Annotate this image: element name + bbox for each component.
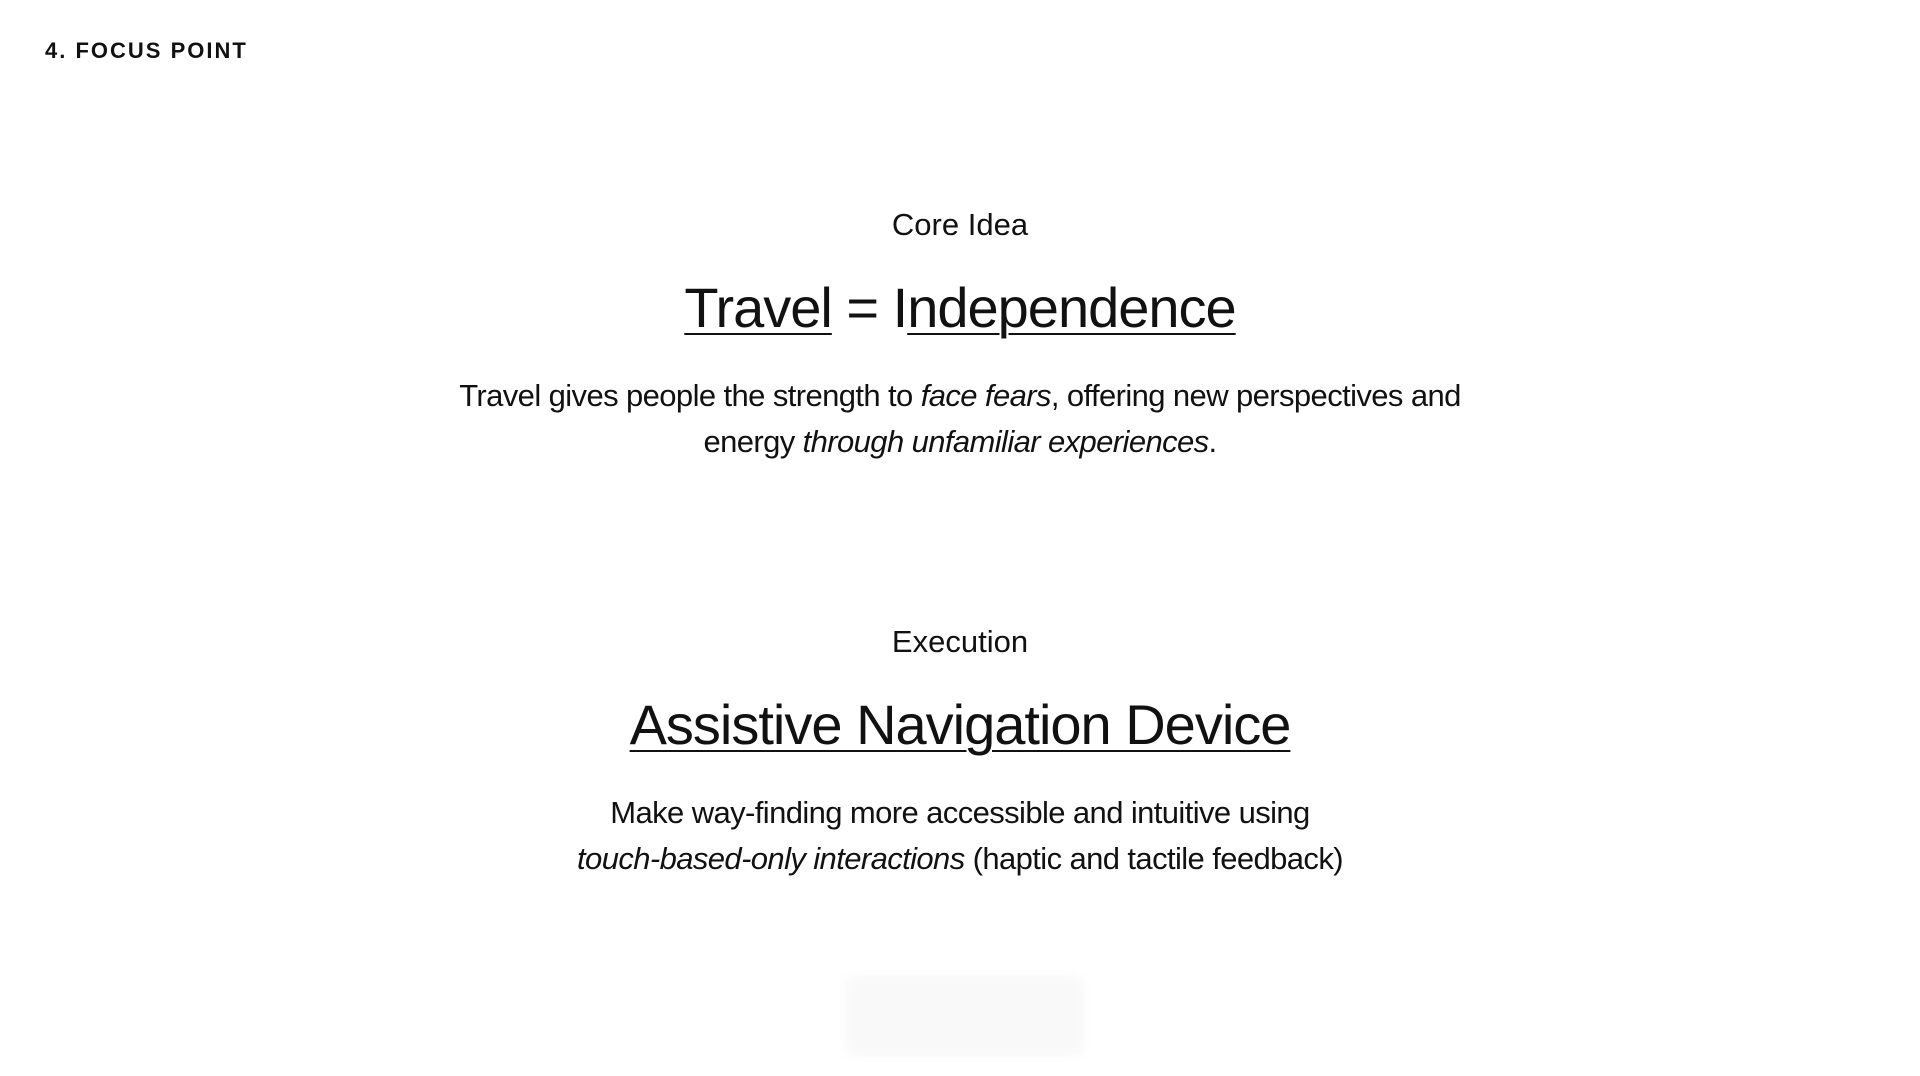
- exec-desc-emphasis: touch-based-only interactions: [577, 841, 965, 876]
- core-desc-part-3: energy: [703, 424, 803, 459]
- core-desc-part-2: , offering new perspectives and: [1050, 378, 1461, 413]
- core-idea-eyebrow: Core Idea: [891, 207, 1029, 242]
- execution-section: [0, 622, 1920, 882]
- headline-independence-initial: I: [892, 276, 908, 339]
- exec-desc-part-2: (haptic and tactile feedback): [964, 841, 1343, 876]
- headline-travel: Travel: [684, 276, 832, 339]
- execution-eyebrow: Execution: [891, 624, 1029, 659]
- section-label: 4. FOCUS POINT: [45, 38, 248, 63]
- core-idea-headline: [0, 273, 1920, 343]
- core-desc-emphasis-2: through unfamiliar experiences: [802, 424, 1209, 459]
- core-desc-emphasis-1: face fears: [920, 378, 1051, 413]
- exec-desc-part-1: Make way-finding more accessible and intuitive using: [610, 795, 1310, 830]
- core-idea-section: [0, 205, 1920, 465]
- headline-independence: ndependence: [907, 276, 1236, 339]
- headline-equals: =: [831, 276, 893, 339]
- faded-placeholder: [845, 975, 1085, 1057]
- core-desc-part-4: .: [1208, 424, 1217, 459]
- core-desc-part-1: Travel gives people the strength to: [459, 378, 921, 413]
- execution-description: [0, 790, 1920, 882]
- core-idea-description: [0, 373, 1920, 465]
- execution-headline: [0, 690, 1920, 760]
- headline-assistive-navigation-device: Assistive Navigation Device: [629, 693, 1291, 756]
